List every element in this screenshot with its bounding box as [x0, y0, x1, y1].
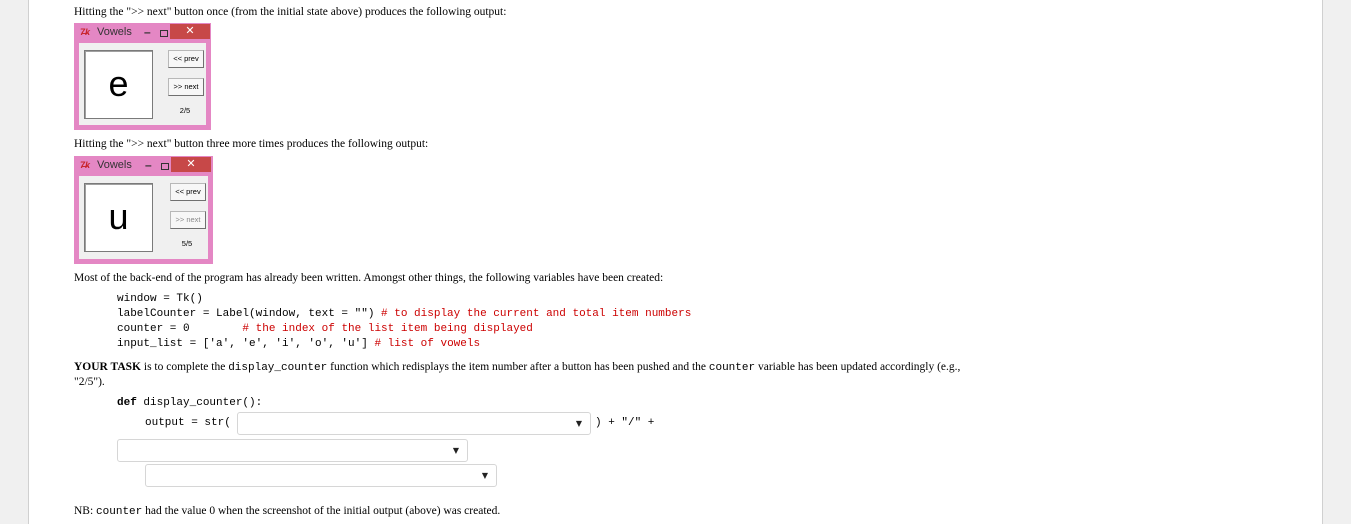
code-comment: # the index of the list item being displayed	[242, 323, 533, 335]
prev-button: << prev	[168, 50, 204, 68]
minimize-icon: –	[145, 158, 152, 172]
maximize-icon	[161, 163, 169, 170]
intro-text-2: Hitting the ">> next" button three more times produces the following output:	[74, 138, 429, 150]
item-counter: 2/5	[179, 106, 191, 115]
code-comment: # to display the current and total item numbers	[381, 308, 692, 320]
code-line-3: counter = 0 # the index of the list item being displayed	[117, 323, 533, 335]
letter-display	[84, 183, 153, 252]
next-button: >> next	[168, 78, 204, 96]
item-counter: 5/5	[181, 239, 193, 248]
chevron-down-icon: ▼	[452, 446, 459, 455]
tk-window-screenshot-1	[74, 23, 211, 130]
chevron-down-icon: ▼	[575, 419, 582, 428]
tk-window-screenshot-2	[74, 156, 213, 264]
prev-button: << prev	[170, 183, 206, 201]
vowel-letter: u	[108, 196, 129, 237]
maximize-icon	[160, 30, 168, 37]
vowel-letter: e	[108, 63, 129, 104]
def-line: def display_counter():	[117, 397, 263, 409]
code-line-1: window = Tk()	[117, 293, 203, 305]
tk-logo-icon: 7̶k	[80, 160, 91, 170]
answer-dropdown-3[interactable]	[145, 464, 497, 487]
letter-display	[84, 50, 153, 119]
answer-dropdown-1[interactable]	[237, 412, 591, 435]
code-line-2: labelCounter = Label(window, text = "") # to display the current and total item numbers	[117, 308, 692, 320]
code-block	[117, 292, 691, 352]
title-bar	[74, 156, 213, 176]
code-comment: # list of vowels	[374, 338, 481, 350]
close-icon: ✕	[171, 157, 211, 172]
def-keyword: def	[117, 397, 137, 409]
backend-description: Most of the back-end of the program has already been written. Amongst other things, the following variables have been created:	[74, 272, 664, 284]
title-bar	[74, 23, 211, 43]
nb-note: NB: counter had the value 0 when the screenshot of the initial output (above) was created.	[74, 505, 501, 518]
window-body	[79, 43, 206, 125]
window-body	[79, 176, 208, 259]
function-name: display_counter	[228, 362, 328, 374]
intro-text-1: Hitting the ">> next" button once (from the initial state above) produces the following output:	[74, 6, 507, 18]
task-label: YOUR TASK	[74, 361, 141, 373]
code-line-4: input_list = ['a', 'e', 'i', 'o', 'u'] # list of vowels	[117, 338, 481, 350]
chevron-down-icon: ▼	[481, 471, 488, 480]
output-prefix: output = str(	[145, 417, 231, 429]
minimize-icon: –	[144, 25, 151, 39]
variable-name: counter	[96, 506, 143, 518]
output-suffix: ) + "/" +	[595, 417, 655, 429]
next-button-disabled: >> next	[170, 211, 206, 229]
answer-dropdown-2[interactable]	[117, 439, 468, 462]
tk-logo-icon: 7̶k	[80, 27, 91, 37]
window-title: Vowels	[97, 26, 132, 38]
window-title: Vowels	[97, 159, 132, 171]
task-description: YOUR TASK is to complete the display_counter function which redisplays the item number after a button has been pushed and the counter variable has been updated accordingly (e.g., "2/5").	[74, 361, 961, 388]
variable-name: counter	[708, 362, 756, 374]
question-page	[28, 0, 1323, 524]
close-icon: ✕	[170, 24, 210, 39]
